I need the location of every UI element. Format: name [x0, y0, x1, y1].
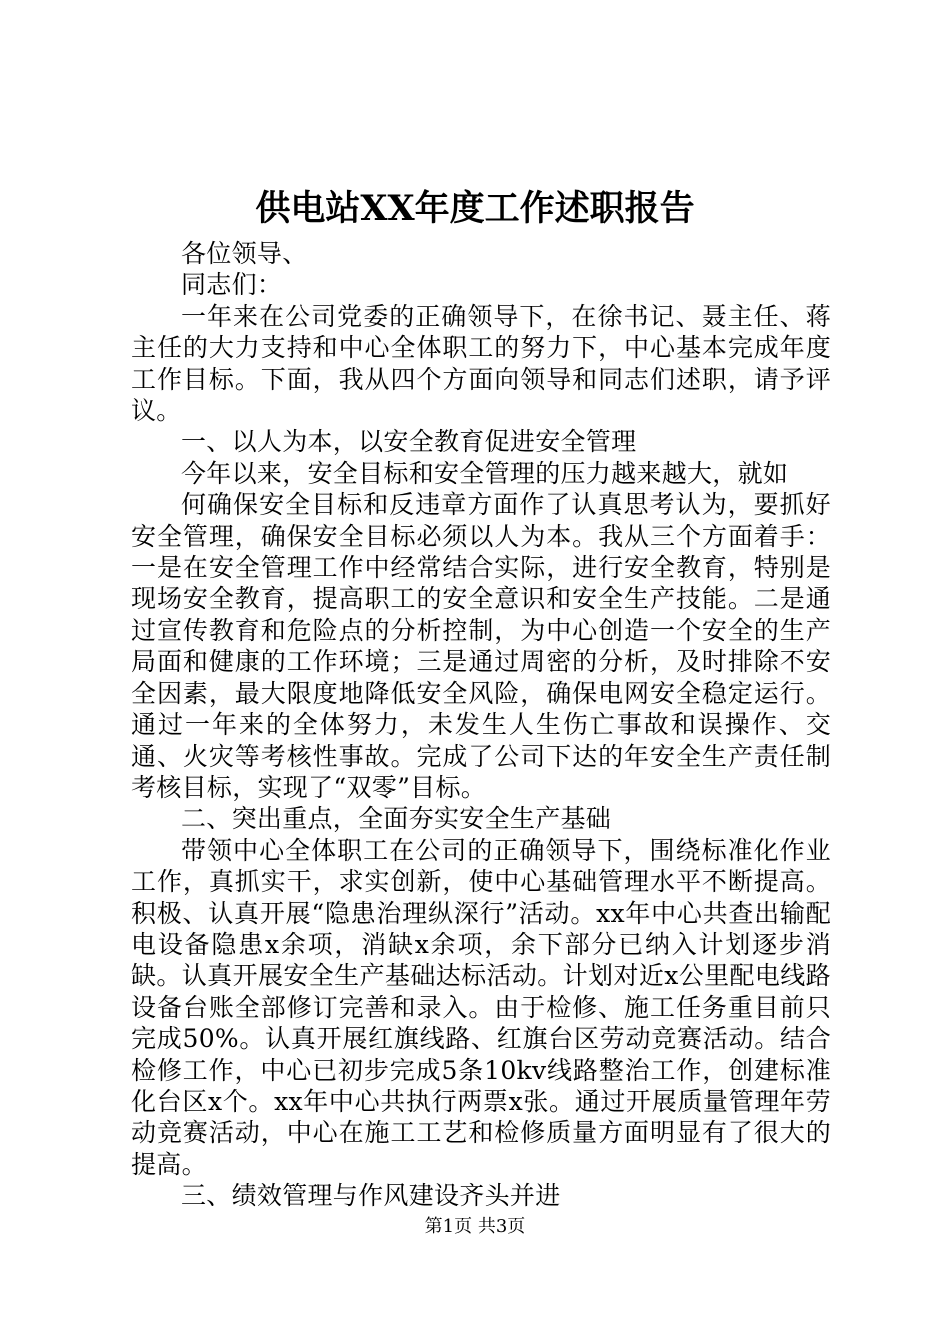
page-number-footer: 第1页 共3页 [424, 1216, 526, 1237]
section-2-paragraph: 带领中心全体职工在公司的正确领导下，围绕标准化作业工作，真抓实干，求实创新，使中心基础管理水平不断提高。积极、认真开展“隐患治理纵深行”活动。xx年中心共查出输配电设备隐患x余项，消缺x余项，余下部分已纳入计划逐步消缺。认真开展安全生产基础达标活动。计划对近x公里配电线路设备台账全部修订完善和录入。由于检修、施工任务重目前只完成50%。认真开展红旗线路、红旗台区劳动竞赛活动。结合检修工作，中心已初步完成5条10kv线路整治工作，创建标准化台区x个。xx年中心共执行两票x张。通过开展质量管理年劳动竞赛活动，中心在施工工艺和检修质量方面明显有了很大的提高。 [131, 835, 831, 1179]
section-heading-1: 一、以人为本，以安全教育促进安全管理 [181, 427, 637, 457]
document-title: 供电站XX年度工作述职报告 [255, 188, 695, 229]
intro-paragraph: 一年来在公司党委的正确领导下，在徐书记、聂主任、蒋主任的大力支持和中心全体职工的努力下，中心基本完成年度工作目标。下面，我从四个方面向领导和同志们述职，请予评议。 [131, 301, 831, 426]
section-1-paragraph: 何确保安全目标和反违章方面作了认真思考认为，要抓好安全管理，确保安全目标必须以人为本。我从三个方面着手：一是在安全管理工作中经常结合实际，进行安全教育，特别是现场安全教育，提高职工的安全意识和安全生产技能。二是通过宣传教育和危险点的分析控制，为中心创造一个安全的生产局面和健康的工作环境；三是通过周密的分析，及时排除不安全因素，最大限度地降低安全风险，确保电网安全稳定运行。通过一年来的全体努力，未发生人生伤亡事故和误操作、交通、火灾等考核性事故。完成了公司下达的年安全生产责任制考核目标，实现了“双零”目标。 [131, 490, 831, 802]
salutation-line-2: 同志们： [181, 270, 283, 300]
section-heading-3: 三、绩效管理与作风建设齐头并进 [181, 1181, 561, 1211]
salutation-line-1: 各位领导、 [181, 239, 308, 268]
document-body [131, 238, 831, 1212]
section-heading-2: 二、突出重点，全面夯实安全生产基础 [181, 804, 612, 834]
section-1-line: 今年以来，安全目标和安全管理的压力越来越大，就如 [181, 458, 789, 488]
